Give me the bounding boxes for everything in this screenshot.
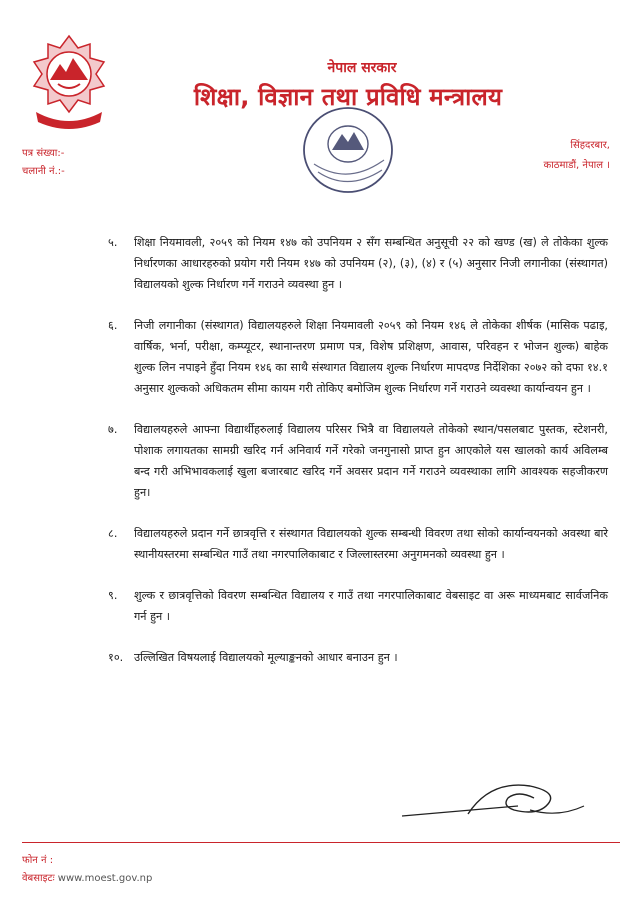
- footer-phone: [22, 852, 53, 866]
- item-number: ८.: [108, 527, 118, 540]
- item-number: ७.: [108, 423, 118, 436]
- item-text: उल्लिखित विषयलाई विद्यालयको मूल्याङ्कनको आधार बनाउन हुन ।: [134, 651, 398, 664]
- dispatch-number-label: चलानी नं.:-: [22, 166, 65, 177]
- address-line-1: सिंहदरबार,: [570, 140, 610, 151]
- item-text: निजी लगानीका (संस्थागत) विद्यालयहरुले शिक्षा नियमावली २०५९ को नियम १४६ ले तोकेका शीर्षक (मासिक पढाइ, वार्षिक, भर्ना, परीक्षा, कम्प्यूटर, स्थानान्तरण प्रमाण पत्र, विशेष प्रशिक्षण, आवास, परिवहन र भोजन शुल्क) बाहेक शुल्क लिन नपाइने हुँदा नियम १४६ का साथै संस्थागत विद्यालय शुल्क निर्धारण मापदण्ड निर्देशिका २०७२ को दफा १४.१ अनुसार शुल्कको अधिकतम सीमा कायम गरी तोकिए बमोजिम शुल्क निर्धारण गर्ने गराउने व्यवस्था कार्यान्वयन हुन ।: [134, 319, 608, 395]
- item-text: विद्यालयहरुले प्रदान गर्ने छात्रवृत्ति र संस्थागत विद्यालयको शुल्क सम्बन्धी विवरण तथा सोको कार्यान्वयनको अवस्था बारे स्थानीयस्तरमा सम्बन्धित गाउँ तथा नगरपालिकाबाट र जिल्लास्तरमा अनुगमनको व्यवस्था हुन ।: [134, 527, 608, 561]
- list-item: [108, 419, 608, 503]
- address-line-2: काठमाडौं, नेपाल ।: [543, 160, 610, 171]
- ministry-stamp: [300, 104, 396, 196]
- phone-label: फोन नं :: [22, 855, 54, 866]
- letter-number-label: पत्र संख्या:-: [22, 148, 65, 159]
- footer-divider: [22, 842, 620, 843]
- list-item: [108, 232, 608, 295]
- list-item: [108, 315, 608, 399]
- footer-website: [22, 870, 152, 884]
- header-ministry: शिक्षा, विज्ञान तथा प्रविधि मन्त्रालय: [193, 83, 503, 111]
- signature: [398, 776, 588, 824]
- website-label: वेबसाइटः: [22, 873, 55, 884]
- header-government: नेपाल सरकार: [327, 60, 397, 76]
- item-text: शिक्षा नियमावली, २०५९ को नियम १४७ को उपनियम २ सँग सम्बन्धित अनुसूची २२ को खण्ड (ख) ले तोकेका शुल्क निर्धारणका आधारहरुको प्रयोग गरी नियम १४७ को उपनियम (२), (३), (४) र (५) अनुसार निजी लगानीका (संस्थागत) विद्यालयको शुल्क निर्धारण गर्ने गराउने व्यवस्था हुन ।: [134, 236, 608, 291]
- list-item: [108, 523, 608, 565]
- list-item: [108, 647, 608, 668]
- item-number: ९.: [108, 589, 118, 602]
- directive-list: [108, 232, 608, 688]
- item-text: शुल्क र छात्रवृत्तिको विवरण सम्बन्धित विद्यालय र गाउँ तथा नगरपालिकाबाट वेबसाइट वा अरू माध्यमबाट सार्वजनिक गर्न हुन ।: [134, 589, 608, 623]
- item-number: १०.: [108, 651, 124, 664]
- item-text: विद्यालयहरुले आफ्ना विद्यार्थीहरुलाई विद्यालय परिसर भित्रै वा विद्यालयले तोकेको स्थान/पसलबाट पुस्तक, स्टेशनरी, पोशाक लगायतका सामग्री खरिद गर्न अनिवार्य गर्ने गरेको जनगुनासो प्राप्त हुन आएकोले यस खालको कार्य अविलम्ब बन्द गरी अभिभावकलाई खुला बजारबाट खरिद गर्ने अवसर प्रदान गर्ने गराउने व्यवस्थाका लागि आवश्यक सहजीकरण हुन।: [134, 423, 608, 499]
- item-number: ५.: [108, 236, 118, 249]
- website-link[interactable]: www.moest.gov.np: [57, 873, 153, 884]
- list-item: [108, 585, 608, 627]
- item-number: ६.: [108, 319, 118, 332]
